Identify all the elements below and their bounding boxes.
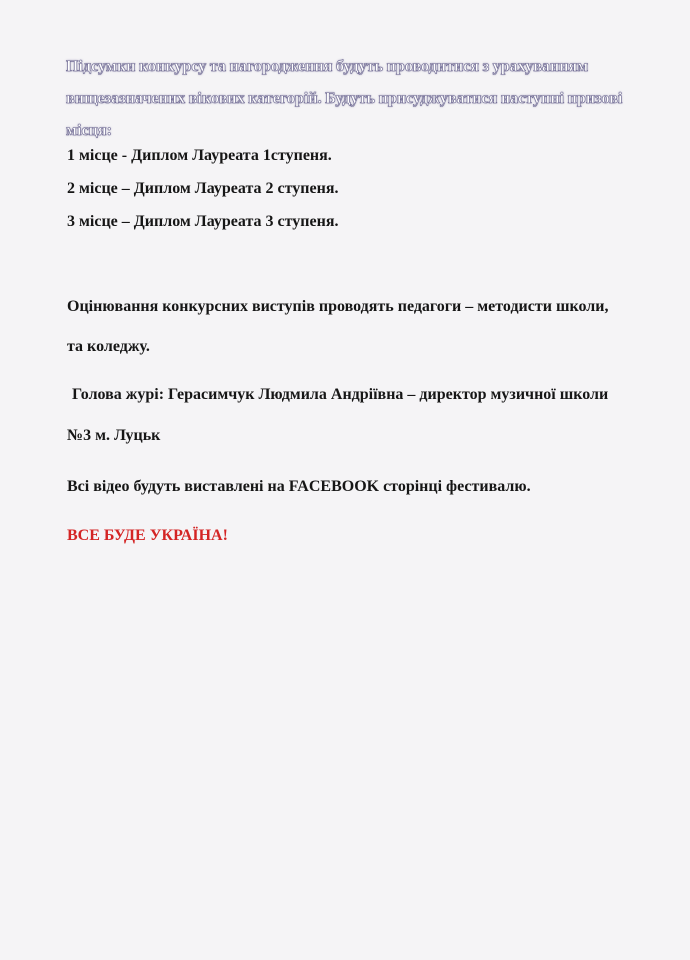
jury-head-line-1: Голова журі: Герасимчук Людмила Андріївна – директор музичної школи xyxy=(72,386,609,403)
prize-first-place: 1 місце - Диплом Лауреата 1ступеня. xyxy=(67,147,332,164)
evaluation-line-1: Оцінювання конкурсних виступів проводять педагоги – методисти школи, xyxy=(67,298,609,315)
intro-paragraph: Підсумки конкурсу та нагородження будуть проводитися з урахуванням вищезазначених вікових категорій. Будуть присуджуватися наступні призові місця: xyxy=(66,58,623,139)
slogan: ВСЕ БУДЕ УКРАЇНА! xyxy=(67,527,228,544)
prize-second-place: 2 місце – Диплом Лауреата 2 ступеня. xyxy=(67,180,339,197)
jury-head-line-2: №3 м. Луцьк xyxy=(67,427,161,444)
prize-third-place: 3 місце – Диплом Лауреата 3 ступеня. xyxy=(67,213,339,230)
evaluation-line-2: та коледжу. xyxy=(67,338,150,355)
video-note: Всі відео будуть виставлені на FACEBOOK сторінці фестивалю. xyxy=(67,478,531,495)
